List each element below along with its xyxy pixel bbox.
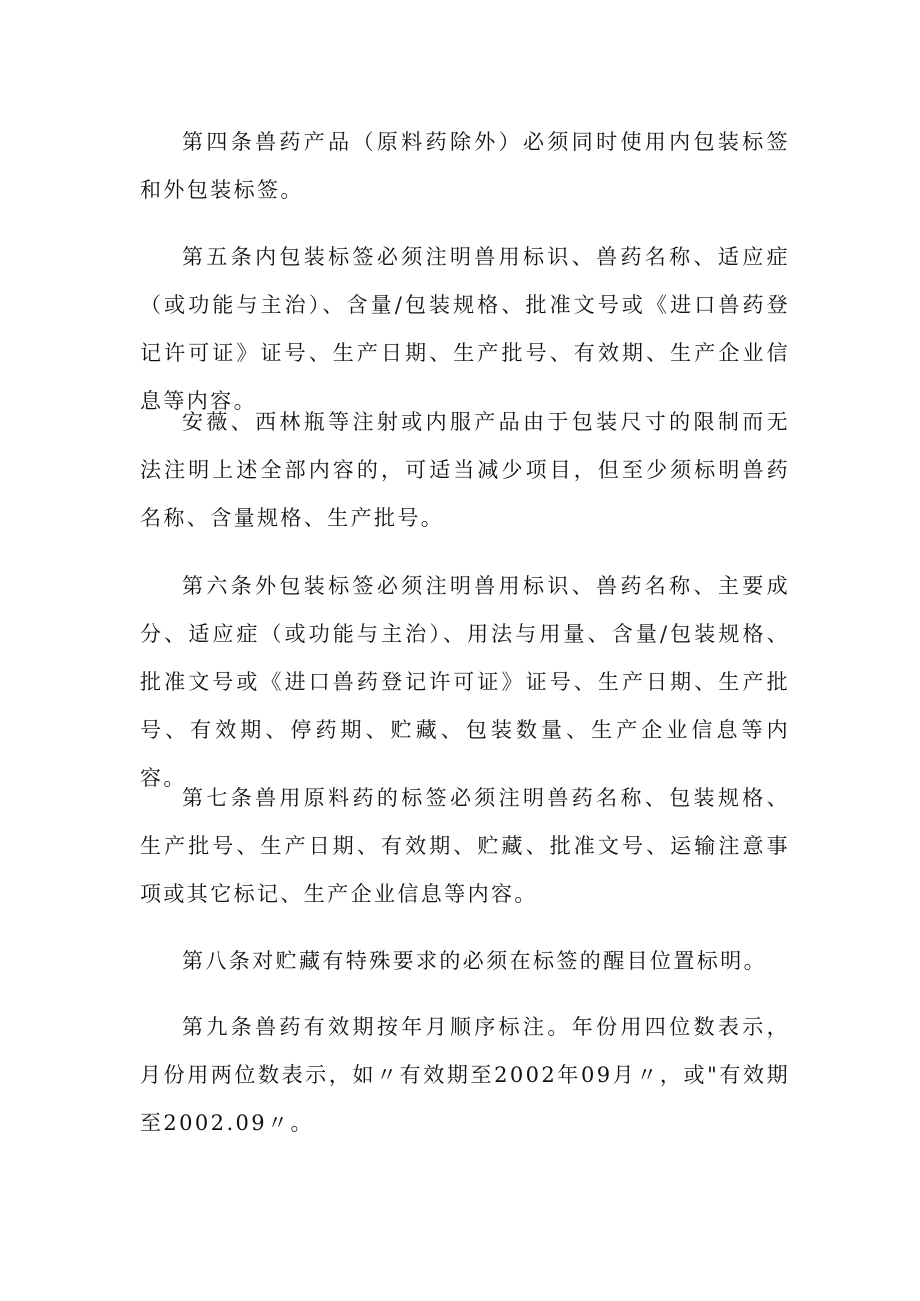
article-8-paragraph: 第八条对贮藏有特殊要求的必须在标签的醒目位置标明。 [182, 949, 767, 973]
article-7-paragraph: 第七条兽用原料药的标签必须注明兽药名称、包装规格、生产批号、生产日期、有效期、贮藏、批准文号、运输注意事项或其它标记、生产企业信息等内容。 [140, 786, 790, 906]
article-4-paragraph: 第四条兽药产品（原料药除外）必须同时使用内包装标签和外包装标签。 [140, 130, 790, 202]
article-6-paragraph: 第六条外包装标签必须注明兽用标识、兽药名称、主要成分、适应症（或功能与主治）、用法与用量、含量/包装规格、批准文号或《进口兽药登记许可证》证号、生产日期、生产批号、有效期、停药期、贮藏、包装数量、生产企业信息等内容。 [140, 574, 790, 790]
article-5-paragraph: 第五条内包装标签必须注明兽用标识、兽药名称、适应症（或功能与主治）、含量/包装规格、批准文号或《进口兽药登记许可证》证号、生产日期、生产批号、有效期、生产企业信息等内容。 [140, 245, 790, 413]
article-9-paragraph: 第九条兽药有效期按年月顺序标注。年份用四位数表示，月份用两位数表示，如〃有效期至2002年09月〃，或"有效期至2002.09〃。 [140, 1015, 790, 1135]
ampoule-vial-paragraph: 安薇、西林瓶等注射或内服产品由于包装尺寸的限制而无法注明上述全部内容的，可适当减少项目，但至少须标明兽药名称、含量规格、生产批号。 [140, 410, 790, 530]
